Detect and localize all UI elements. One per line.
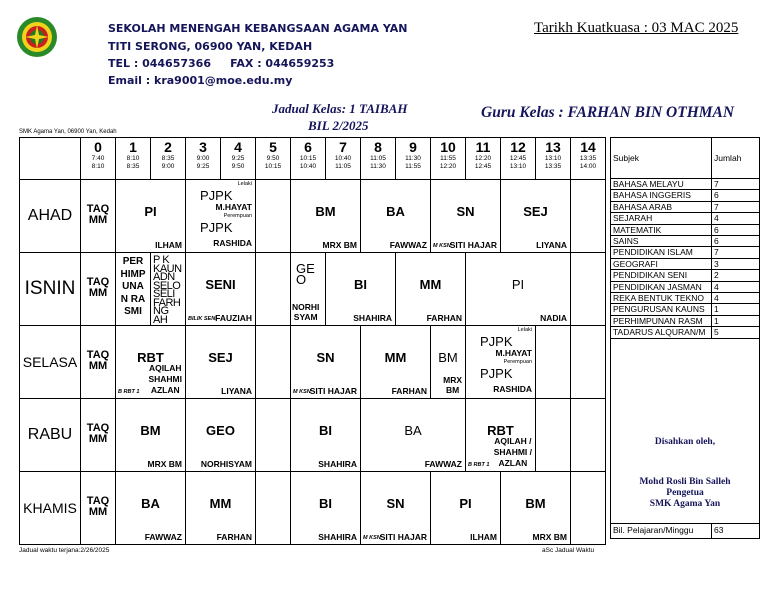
period-header: 3 9:00 9:25 [186, 138, 221, 180]
lesson-cell[interactable]: BA FAWWAZ [116, 472, 186, 545]
period-header: 4 9:25 9:50 [221, 138, 256, 180]
table-row: PENDIDIKAN ISLAM 7 [611, 247, 760, 258]
lesson-cell[interactable]: GEO NORHISYAM [186, 399, 256, 472]
lesson-cell-empty[interactable] [571, 399, 606, 472]
period-header: 13 13:10 13:35 [536, 138, 571, 180]
table-row: MATEMATIK 6 [611, 224, 760, 235]
bil-title: BIL 2/2025 [308, 118, 369, 133]
table-row: SAINS 6 [611, 236, 760, 247]
lesson-cell[interactable]: BM MRX BM [431, 326, 466, 399]
period-header: 9 11:30 11:55 [396, 138, 431, 180]
lesson-cell[interactable]: TAQ MM [81, 253, 116, 326]
lesson-cell-empty[interactable] [536, 399, 571, 472]
period-header: 14 13:35 14:00 [571, 138, 606, 180]
table-row: PENDIDIKAN SENI 2 [611, 270, 760, 281]
period-header: 7 10:40 11:05 [326, 138, 361, 180]
lesson-cell[interactable]: PER HIMP UNA N RA SMI [116, 253, 151, 326]
lesson-cell[interactable]: BI SHAHIRA [326, 253, 396, 326]
lesson-cell[interactable]: BM MRX BM [116, 399, 186, 472]
signatory: Mohd Rosli Bin Salleh Pengetua SMK Agama Yan [639, 476, 731, 509]
table-row: SEJARAH 4 [611, 213, 760, 224]
corner-cell [20, 138, 81, 180]
approval-label: Disahkan oleh, [654, 436, 716, 447]
period-header: 2 8:35 9:00 [151, 138, 186, 180]
lesson-cell[interactable]: GE O NORHI SYAM [291, 253, 326, 326]
lesson-cell[interactable]: TAQ MM [81, 326, 116, 399]
table-row: PERHIMPUNAN RASM 1 [611, 315, 760, 326]
table-row: BAHASA ARAB 7 [611, 201, 760, 212]
table-row: PENGURUSAN KAUNS 1 [611, 304, 760, 315]
table-row: GEOGRAFI 3 [611, 258, 760, 269]
lesson-cell-empty[interactable] [256, 472, 291, 545]
day-label-selasa: SELASA [20, 326, 81, 399]
school-email: Email : kra9001@moe.edu.my [108, 74, 293, 87]
school-name: SEKOLAH MENENGAH KEBANGSAAN AGAMA YAN [108, 22, 408, 35]
lesson-cell[interactable]: RBT AQILAH / SHAHMI / AZLAN B RBT 1 [466, 399, 536, 472]
lesson-cell[interactable]: BA FAWWAZ [361, 180, 431, 253]
software-credit: aSc Jadual Waktu [542, 547, 595, 554]
lesson-cell[interactable]: PI ILHAM [431, 472, 501, 545]
lesson-cell-empty[interactable] [256, 253, 291, 326]
day-label-khamis: KHAMIS [20, 472, 81, 545]
lesson-cell[interactable]: PI NADIA [466, 253, 571, 326]
lesson-cell-empty[interactable] [571, 326, 606, 399]
lesson-cell[interactable]: BI SHAHIRA [291, 399, 361, 472]
lesson-cell-empty[interactable] [571, 253, 606, 326]
subject-summary [610, 137, 760, 539]
lesson-cell[interactable]: TAQ MM [81, 399, 116, 472]
summary-header-subject: Subjek [611, 138, 712, 179]
lesson-cell-empty[interactable] [571, 472, 606, 545]
period-header: 5 9:50 10:15 [256, 138, 291, 180]
lesson-cell[interactable]: SEJ LIYANA [186, 326, 256, 399]
school-logo [16, 16, 58, 58]
class-title: Jadual Kelas: 1 TAIBAH [272, 101, 408, 116]
day-label-ahad: AHAD [20, 180, 81, 253]
period-header: 12 12:45 13:10 [501, 138, 536, 180]
lesson-cell-empty[interactable] [536, 326, 571, 399]
total-count: 63 [712, 523, 760, 538]
lesson-cell-empty[interactable] [571, 180, 606, 253]
lesson-cell[interactable]: TAQ MM [81, 180, 116, 253]
approval-box [611, 338, 760, 523]
lesson-cell-empty[interactable] [256, 180, 291, 253]
lesson-cell[interactable]: SN M KSN SITI HAJAR [431, 180, 501, 253]
lesson-cell-split[interactable]: Lelaki PJPK M.HAYAT Perempuan PJPK RASHIDA [186, 180, 256, 253]
class-teacher: Guru Kelas : FARHAN BIN OTHMAN [481, 104, 735, 121]
lesson-cell[interactable]: BM MRX BM [291, 180, 361, 253]
period-header: 11 12:20 12:45 [466, 138, 501, 180]
lesson-cell[interactable]: PI ILHAM [116, 180, 186, 253]
lesson-cell[interactable]: SN M KSN SITI HAJAR [361, 472, 431, 545]
lesson-cell[interactable]: P K KAUN ADN SELO SELI FARH NG AH [151, 253, 186, 326]
lesson-cell[interactable]: SN M KSN SITI HAJAR [291, 326, 361, 399]
lesson-cell[interactable]: MM FARHAN [396, 253, 466, 326]
lesson-cell[interactable]: TAQ MM [81, 472, 116, 545]
lesson-cell-empty[interactable] [256, 399, 291, 472]
lesson-cell-empty[interactable] [256, 326, 291, 399]
period-header: 8 11:05 11:30 [361, 138, 396, 180]
period-header: 0 7:40 8:10 [81, 138, 116, 180]
total-label: Bil. Pelajaran/Minggu [611, 523, 712, 538]
period-header: 1 8:10 8:35 [116, 138, 151, 180]
short-address: SMK Agama Yan, 06900 Yan, Kedah [19, 129, 117, 135]
lesson-cell[interactable]: SEJ LIYANA [501, 180, 571, 253]
table-row: PENDIDIKAN JASMAN 4 [611, 281, 760, 292]
table-row: BAHASA INGGERIS 6 [611, 190, 760, 201]
day-label-isnin: ISNIN [20, 253, 81, 326]
lesson-cell[interactable]: BI SHAHIRA [291, 472, 361, 545]
school-phone: TEL : 044657366 FAX : 044659253 [108, 57, 335, 70]
period-header: 6 10:15 10:40 [291, 138, 326, 180]
lesson-cell[interactable]: MM FARHAN [361, 326, 431, 399]
period-header: 10 11:55 12:20 [431, 138, 466, 180]
table-row: BAHASA MELAYU 7 [611, 179, 760, 190]
lesson-cell[interactable]: RBT AQILAH SHAHMI AZLAN B RBT 1 [116, 326, 186, 399]
lesson-cell[interactable]: MM FARHAN [186, 472, 256, 545]
effective-date: Tarikh Kuatkuasa : 03 MAC 2025 [534, 20, 739, 36]
lesson-cell[interactable]: BM MRX BM [501, 472, 571, 545]
generated-date: Jadual waktu terjana:2/26/2025 [19, 547, 110, 554]
timetable-grid [19, 137, 606, 545]
school-address: TITI SERONG, 06900 YAN, KEDAH [108, 40, 313, 53]
lesson-cell[interactable]: BA FAWWAZ [361, 399, 466, 472]
summary-header-count: Jumlah [712, 138, 760, 179]
day-label-rabu: RABU [20, 399, 81, 472]
lesson-cell-split[interactable]: Lelaki PJPK M.HAYAT Perempuan PJPK RASHIDA [466, 326, 536, 399]
table-row: TADARUS ALQURAN/M 5 [611, 327, 760, 338]
lesson-cell[interactable]: SENI BILIK SENI FAUZIAH [186, 253, 256, 326]
table-row: REKA BENTUK TEKNO 4 [611, 293, 760, 304]
